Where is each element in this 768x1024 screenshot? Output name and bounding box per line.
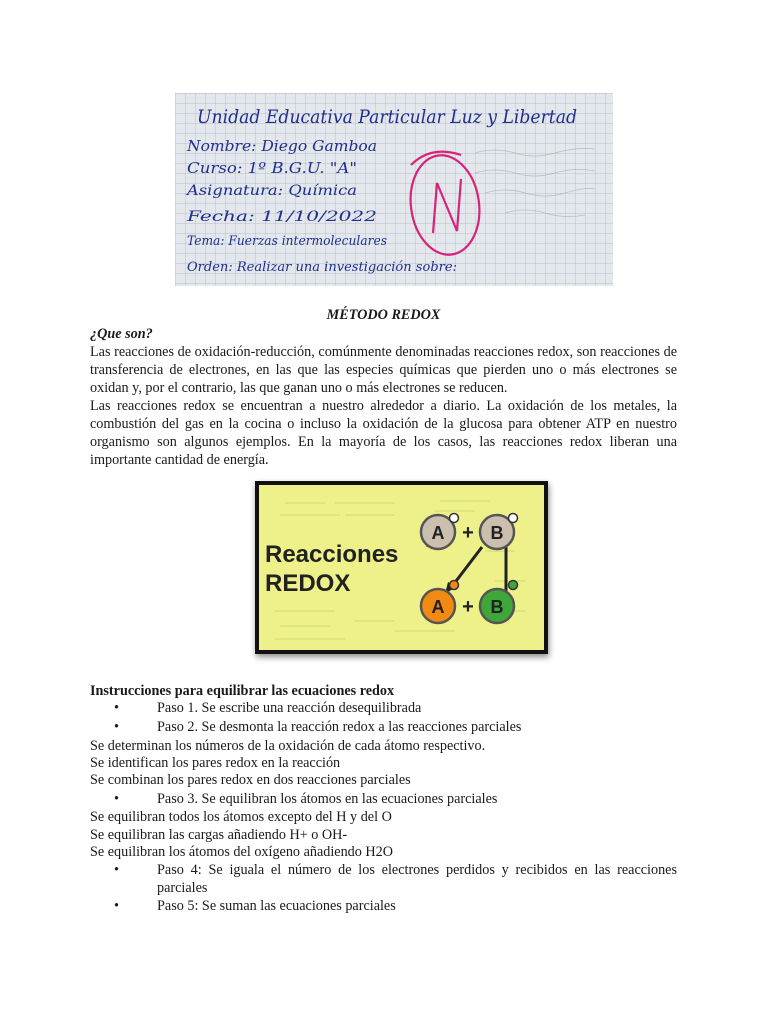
sub-step-2b: Se identifican los pares redox en la reacción [90, 755, 341, 771]
instructions-heading: Instrucciones para equilibrar las ecuaciones redox [90, 683, 395, 699]
sub-step-3a: Se equilibran todos los átomos excepto del H y del O [90, 809, 392, 825]
sub-step-3b: Se equilibran las cargas añadiendo H+ o OH- [90, 827, 348, 843]
notebook-line-topic: Tema: Fuerzas intermoleculares [187, 234, 388, 249]
bullet-icon: • [114, 898, 119, 914]
plus-bottom: + [462, 596, 474, 618]
notebook-line-order: Orden: Realizar una investigación sobre: [187, 260, 457, 275]
svg-text:B: B [490, 597, 504, 617]
figure-title-line2: REDOX [265, 570, 351, 597]
paragraph-examples: Las reacciones redox se encuentran a nuestro alrededor a diario. La oxidación de los metales, la combustión del gas en la cocina o incluso la oxidación de la glucosa para obtener ATP en nuestro organismo son algunos ejemplos. En la mayoría de los casos, las reacciones redox liberan una importante cantidad de energía. [90, 398, 677, 468]
bullet-icon: • [114, 700, 119, 716]
notebook-line-subject: Asignatura: Química [184, 183, 357, 199]
redox-figure [255, 481, 548, 654]
paragraph-definition: Las reacciones de oxidación-reducción, comúnmente denominadas reacciones redox, son reacciones de transferencia de electrones, en las que las especies químicas que pierden uno o más electrones se oxidan y, por el contrario, las que ganan uno o más electrones se reducen. [90, 344, 677, 396]
bullet-icon: • [114, 862, 119, 878]
sub-step-2c: Se combinan los pares redox en dos reacciones parciales [90, 772, 411, 788]
document-title: MÉTODO REDOX [326, 307, 441, 323]
svg-text:A: A [431, 523, 445, 543]
notebook-line-course: Curso: 1º B.G.U. "A" [187, 159, 357, 177]
bullet-icon: • [114, 791, 119, 807]
sub-step-2a: Se determinan los números de la oxidación de cada átomo respectivo. [90, 738, 486, 754]
notebook-line-name: Nombre: Diego Gamboa [185, 137, 377, 155]
svg-text:A: A [431, 597, 445, 617]
plus-top: + [462, 522, 474, 544]
section-question: ¿Que son? [90, 326, 153, 342]
bullet-icon: • [114, 719, 119, 735]
notebook-line-school: Unidad Educativa Particular Luz y Libertad [197, 106, 577, 128]
svg-text:B: B [490, 523, 504, 543]
figure-title-line1: Reacciones [265, 541, 399, 568]
notebook-photo [175, 93, 613, 286]
notebook-line-date: Fecha: 11/10/2022 [185, 209, 378, 225]
sub-step-3c: Se equilibran los átomos del oxígeno añadiendo H2O [90, 844, 394, 860]
